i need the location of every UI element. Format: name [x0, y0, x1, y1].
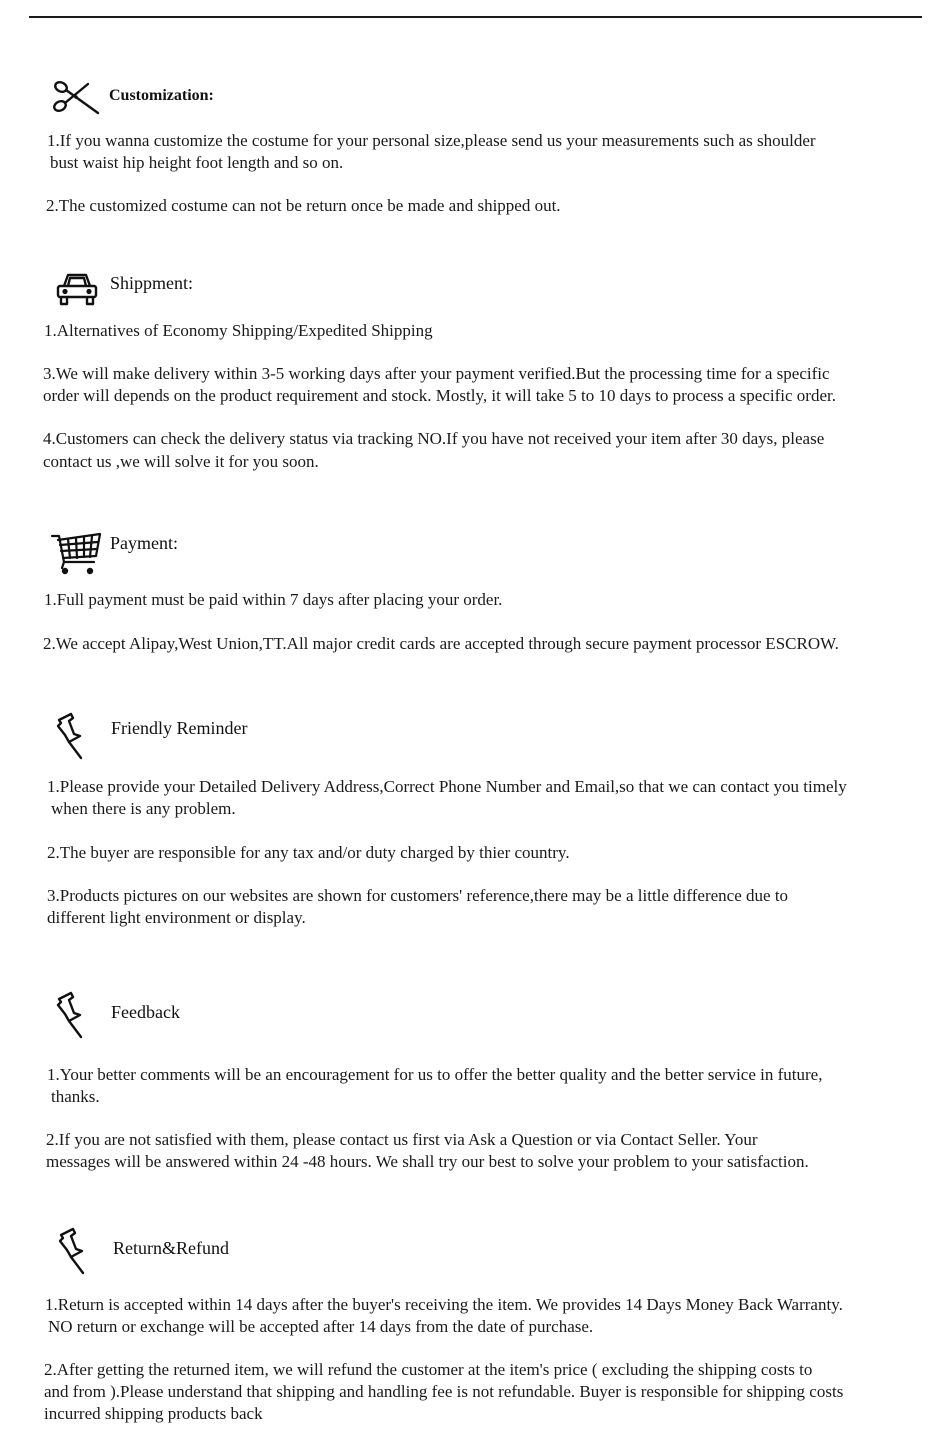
customization-paragraph-2: 2.The customized costume can not be return once be made and shipped out.	[46, 196, 561, 215]
feedback-paragraph-1-line-1: 1.Your better comments will be an encouragement for us to offer the better quality and the better service in future,	[47, 1065, 823, 1084]
customization-paragraph-1-line-2: bust waist hip height foot length and so on.	[50, 153, 344, 172]
feedback-paragraph-2-line-2: messages will be answered within 24 -48 hours. We shall try our best to solve your problem to your satisfaction.	[46, 1152, 809, 1171]
refund-title: Return&Refund	[113, 1238, 229, 1258]
reminder-paragraph-3-line-1: 3.Products pictures on our websites are shown for customers' reference,there may be a little difference due to	[47, 886, 789, 905]
refund-paragraph-2-line-2: and from ).Please understand that shipping and handling fee is not refundable. Buyer is responsible for shipping costs	[44, 1382, 844, 1401]
refund-paragraph-1-line-2: NO return or exchange will be accepted after 14 days from the date of purchase.	[48, 1317, 594, 1336]
feedback-paragraph-1-line-2: thanks.	[51, 1087, 100, 1106]
payment-title: Payment:	[110, 533, 178, 553]
refund-paragraph-2-line-1: 2.After getting the returned item, we will refund the customer at the item's price ( excluding the shipping costs to	[44, 1360, 813, 1379]
push-pin-icon	[53, 991, 93, 1041]
refund-paragraph-2-line-3: incurred shipping products back	[44, 1404, 263, 1423]
reminder-paragraph-1-line-2: when there is any problem.	[51, 799, 236, 818]
payment-paragraph-2: 2.We accept Alipay,West Union,TT.All major credit cards are accepted through secure payment processor ESCROW.	[43, 634, 839, 653]
scissors-icon	[52, 78, 100, 120]
customization-title: Customization:	[109, 87, 214, 104]
push-pin-icon	[53, 712, 93, 762]
refund-paragraph-1-line-1: 1.Return is accepted within 14 days after the buyer's receiving the item. We provides 14 Days Money Back Warranty.	[45, 1295, 843, 1314]
shopping-cart-icon	[50, 530, 104, 578]
shippment-paragraph-1: 1.Alternatives of Economy Shipping/Expedited Shipping	[44, 321, 433, 340]
reminder-paragraph-1-line-1: 1.Please provide your Detailed Delivery Address,Correct Phone Number and Email,so that we can contact you timely	[47, 777, 847, 796]
top-divider	[29, 16, 922, 18]
car-icon	[55, 270, 99, 308]
shippment-paragraph-3-line-2: order will depends on the product requirement and stock. Mostly, it will take 5 to 10 days to process a specific order.	[43, 386, 836, 405]
shippment-paragraph-4-line-2: contact us ,we will solve it for you soon.	[43, 452, 319, 471]
customization-paragraph-1-line-1: 1.If you wanna customize the costume for your personal size,please send us your measurements such as shoulder	[47, 131, 816, 150]
push-pin-icon	[55, 1227, 95, 1277]
feedback-paragraph-2-line-1: 2.If you are not satisfied with them, please contact us first via Ask a Question or via Contact Seller. Your	[46, 1130, 758, 1149]
payment-paragraph-1: 1.Full payment must be paid within 7 days after placing your order.	[44, 590, 503, 609]
shippment-paragraph-3-line-1: 3.We will make delivery within 3-5 working days after your payment verified.But the processing time for a specific	[43, 364, 830, 383]
feedback-title: Feedback	[111, 1002, 180, 1022]
reminder-paragraph-2: 2.The buyer are responsible for any tax and/or duty charged by thier country.	[47, 843, 570, 862]
reminder-title: Friendly Reminder	[111, 718, 248, 738]
shippment-paragraph-4-line-1: 4.Customers can check the delivery status via tracking NO.If you have not received your item after 30 days, please	[43, 429, 825, 448]
shippment-title: Shippment:	[110, 273, 194, 293]
reminder-paragraph-3-line-2: different light environment or display.	[47, 908, 306, 927]
